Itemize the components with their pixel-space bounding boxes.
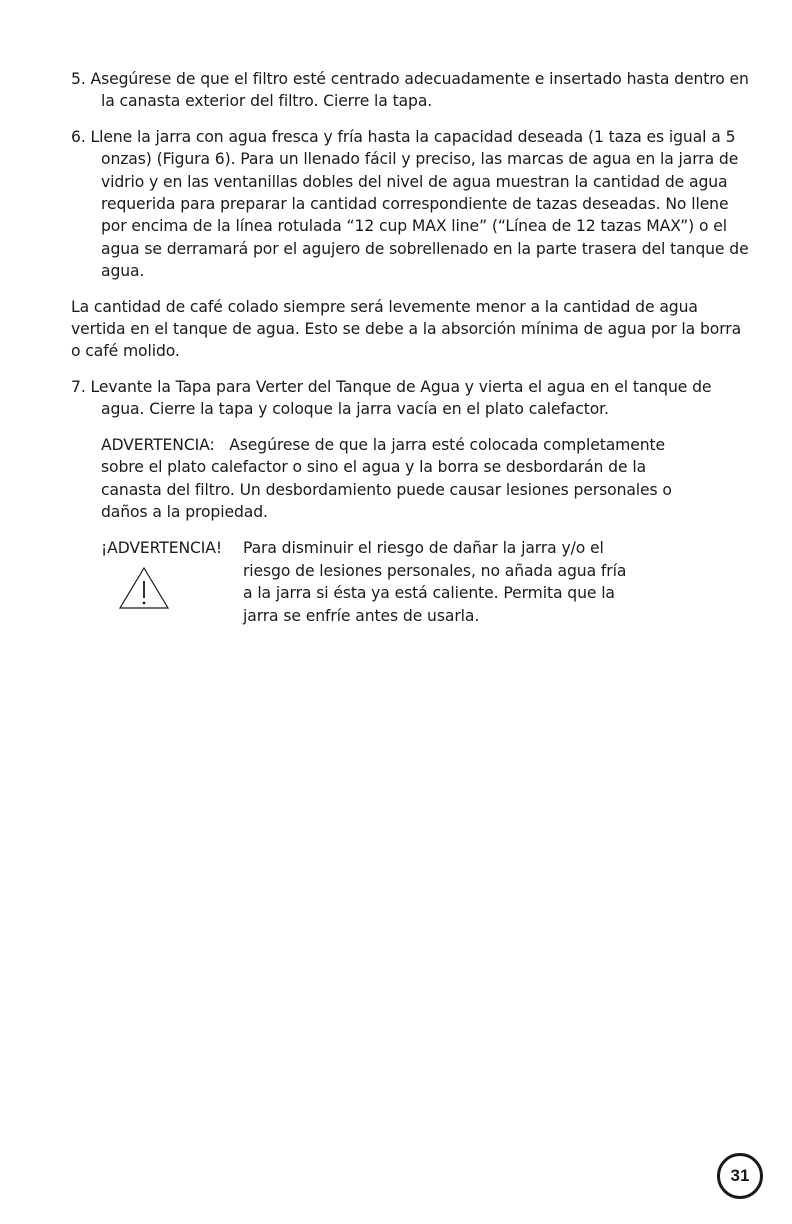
step-text: Asegúrese de que el filtro esté centrado adecuadamente e insertado hasta dentro en la canasta exterior del filtro. Cierre la tapa. xyxy=(90,70,749,111)
warning-label: ADVERTENCIA: xyxy=(101,435,215,454)
caution-block xyxy=(101,537,751,637)
step-7 xyxy=(71,376,751,421)
step-5 xyxy=(71,68,751,113)
note-paragraph: La cantidad de café colado siempre será levemente menor a la cantidad de agua vertida en el tanque de agua. Esto se debe a la absorción mínima de agua por la borra o café molido. xyxy=(71,297,742,361)
step-text: Levante la Tapa para Verter del Tanque de Agua y vierta el agua en el tanque de agua. Cierre la tapa y coloque la jarra vacía en el plato calefactor. xyxy=(90,377,712,419)
step-text: Llene la jarra con agua fresca y fría hasta la capacidad deseada (1 taza es igual a 5 onzas) (Figura 6). Para un llenado fácil y preciso, las marcas de agua en la jarra de vidrio y en las ventanillas dobles del nivel de agua muestran la cantidad de agua requerida para preparar la cantidad correspondiente de tazas deseadas. No llene por encima de la línea rotulada “12 cup MAX line” (“Línea de 12 tazas MAX”) o el agua se derramará por el agujero de sobrellenado en la parte trasera del tanque de agua. xyxy=(90,127,749,281)
caution-label: ¡ADVERTENCIA! xyxy=(101,539,223,558)
page-content xyxy=(71,68,751,637)
warning-text: Asegúrese de que la jarra esté colocada completamente sobre el plato calefactor o sino el agua y la borra se desbordarán de la canasta del filtro. Un desbordamiento puede causar lesiones personales o daños a la propiedad. xyxy=(101,435,672,521)
page-number-badge: 31 xyxy=(717,1153,763,1199)
step-number: 7. xyxy=(71,377,86,396)
caution-text: Para disminuir el riesgo de dañar la jarra y/o el riesgo de lesiones personales, no añada agua fría a la jarra si ésta ya está caliente. Permita que la jarra se enfríe antes de usarla. xyxy=(243,539,627,625)
step-number: 5. xyxy=(71,70,86,88)
step-number: 6. xyxy=(71,127,86,146)
warning-block xyxy=(101,434,711,524)
warning-triangle-icon xyxy=(117,565,171,611)
step-6 xyxy=(71,126,751,283)
